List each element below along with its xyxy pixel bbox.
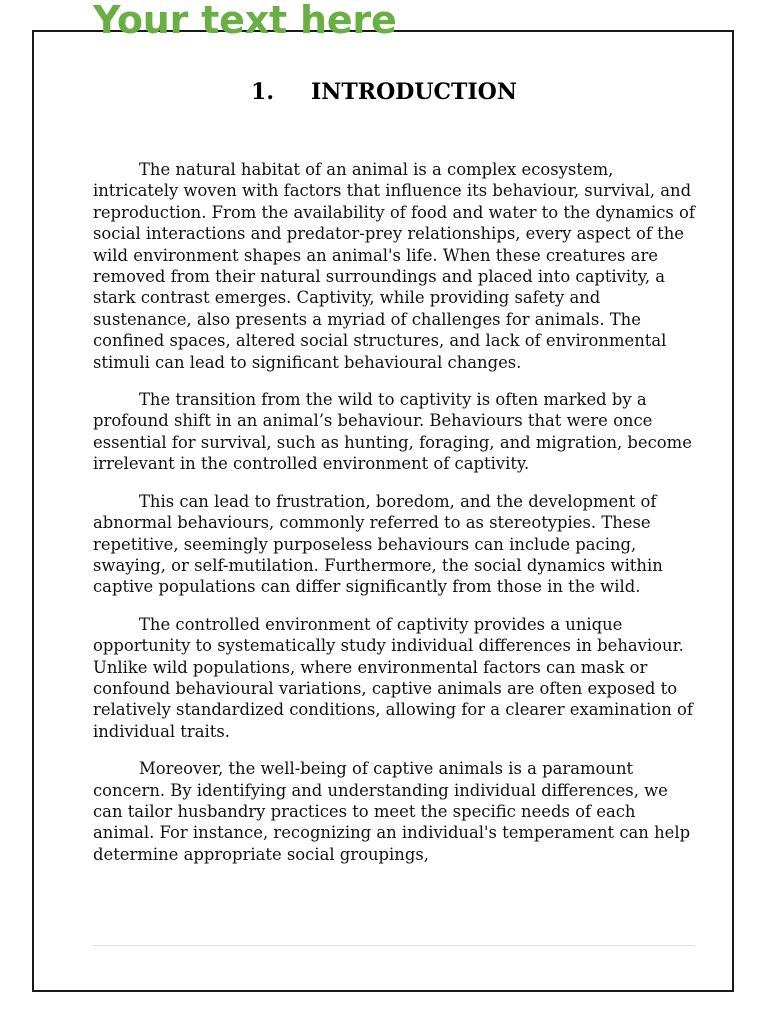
paragraph: The transition from the wild to captivity is often marked by a profound shift in an animal’s behaviour. Behaviours that were once essential for survival, such as hunting, foraging, and migration, become irrelevant in the controlled environment of captivity. <box>93 390 692 474</box>
header-placeholder-text: Your text here <box>93 0 397 42</box>
body-text <box>93 159 695 881</box>
paragraph: The natural habitat of an animal is a complex ecosystem, intricately woven with factors that influence its behaviour, survival, and reproduction. From the availability of food and water to the dynamics of social interactions and predator-prey relationships, every aspect of the wild environment shapes an animal's life. When these creatures are removed from their natural surroundings and placed into captivity, a stark contrast emerges. Captivity, while providing safety and sustenance, also presents a myriad of challenges for animals. The confined spaces, altered social structures, and lack of environmental stimuli can lead to significant behavioural changes. <box>93 160 695 372</box>
footer-divider <box>93 945 695 946</box>
paragraph: The controlled environment of captivity provides a unique opportunity to systematically study individual differences in behaviour. Unlike wild populations, where environmental factors can mask or confound behavioural variations, captive animals are often exposed to relatively standardized conditions, allowing for a clearer examination of individual traits. <box>93 614 693 741</box>
section-heading <box>0 77 768 107</box>
section-title: INTRODUCTION <box>311 79 517 105</box>
paragraph: Moreover, the well-being of captive animals is a paramount concern. By identifying and understanding individual differences, we can tailor husbandry practices to meet the specific needs of each animal. For instance, recognizing an individual's temperament can help determine appropriate social groupings, <box>93 759 691 864</box>
section-number: 1. <box>251 79 275 105</box>
paragraph: This can lead to frustration, boredom, and the development of abnormal behaviours, commonly referred to as stereotypies. These repetitive, seemingly purposeless behaviours can include pacing, swaying, or self-mutilation. Furthermore, the social dynamics within captive populations can differ significantly from those in the wild. <box>93 491 663 597</box>
